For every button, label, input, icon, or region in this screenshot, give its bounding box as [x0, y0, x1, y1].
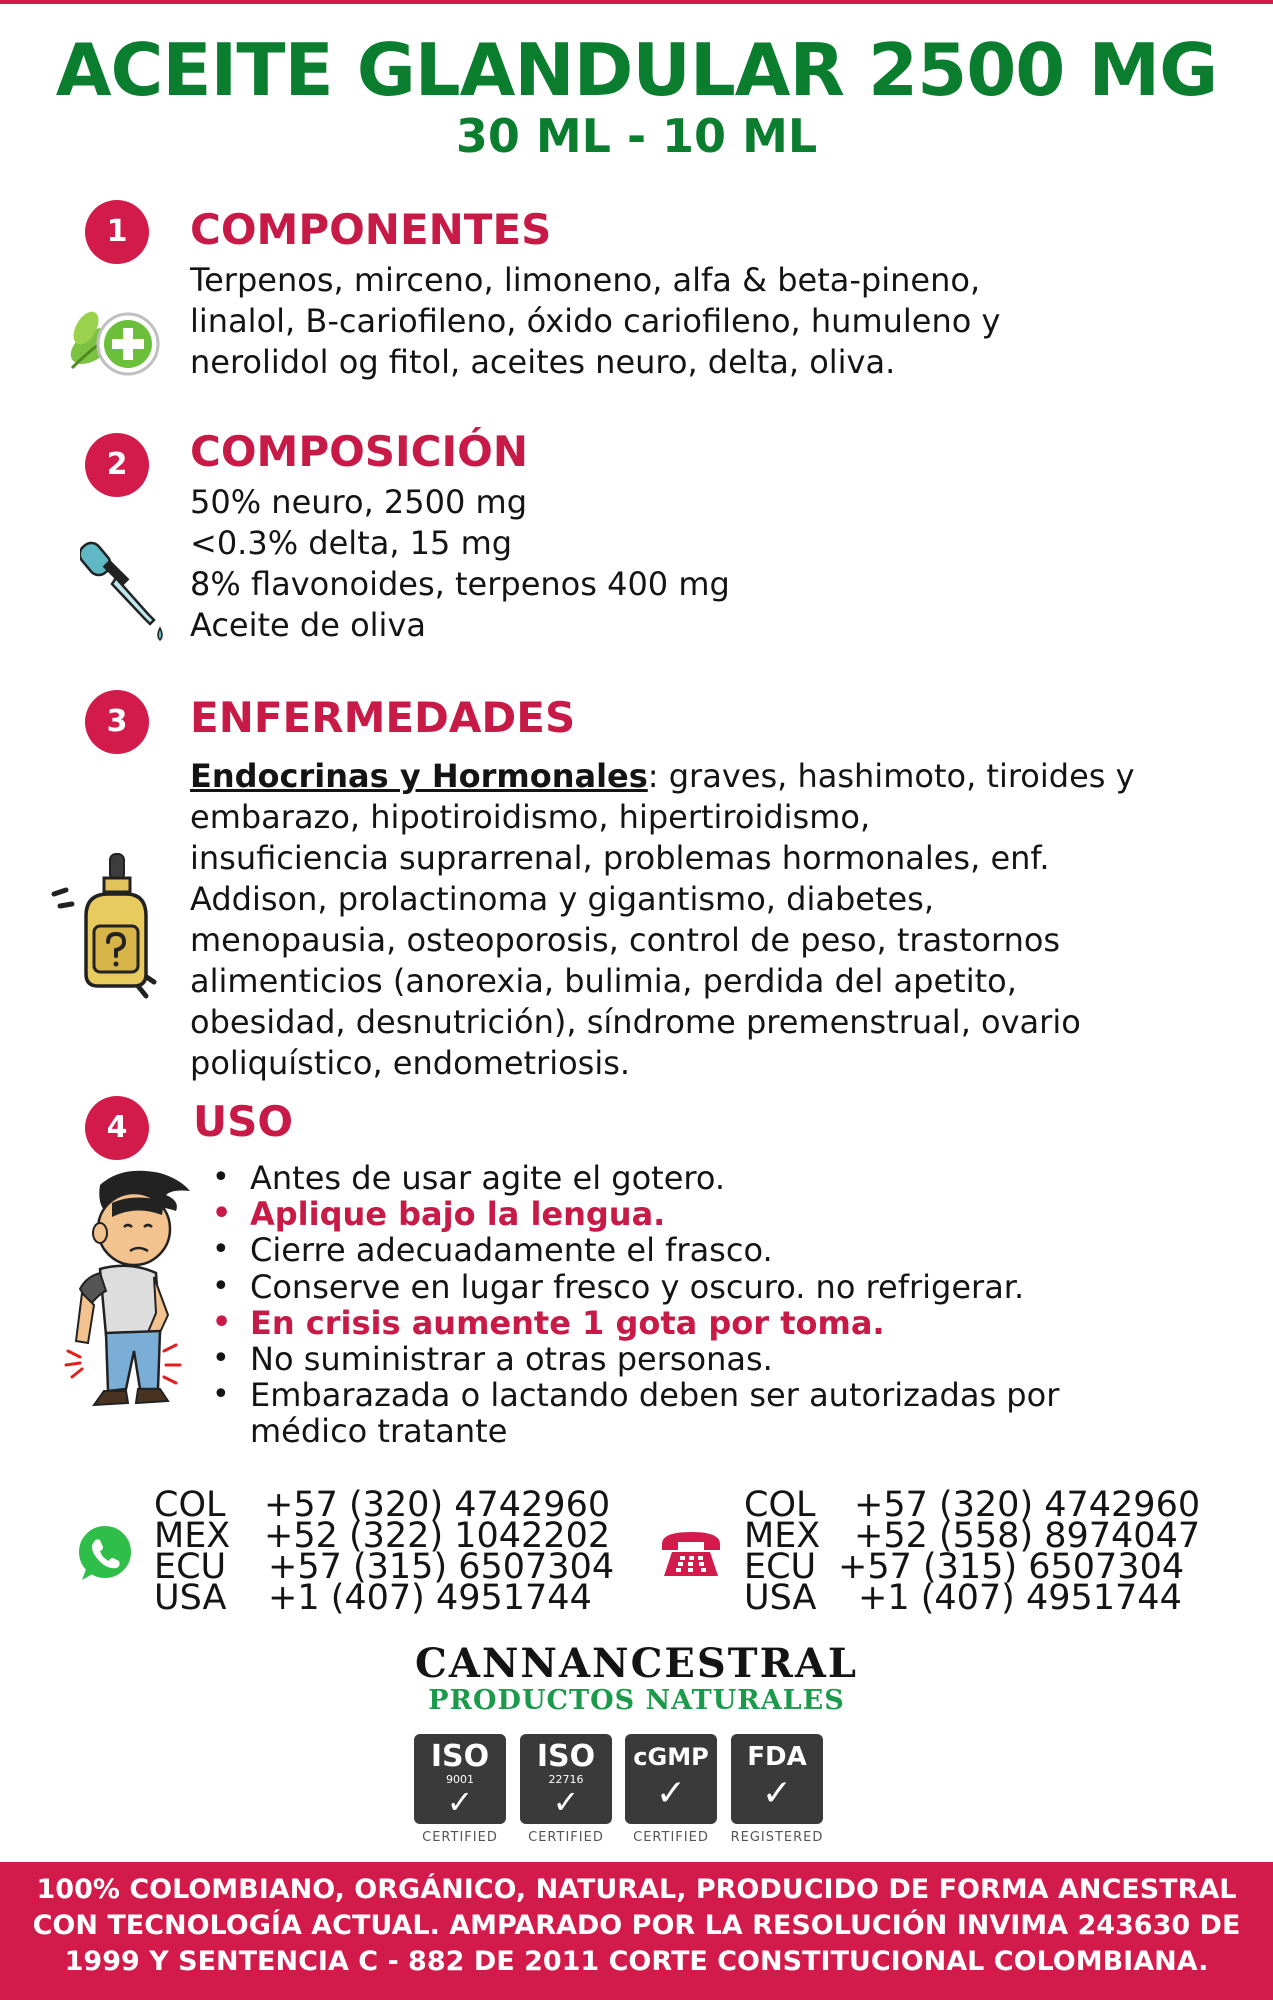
- brand-name: CANNANCESTRAL: [415, 1640, 858, 1687]
- uso-item-text: Conserve en lugar fresco y oscuro. no refrigerar.: [250, 1267, 1025, 1306]
- uso-item-continued: [200, 1413, 1059, 1449]
- phone-number[interactable]: +52 (322) 1042202: [264, 1516, 611, 1556]
- section-2-line: Aceite de oliva: [190, 606, 426, 644]
- footer-line: 100% COLOMBIANO, ORGÁNICO, NATURAL, PRODUCIDO DE FORMA ANCESTRAL: [36, 1874, 1237, 1905]
- uso-item: [200, 1341, 1059, 1377]
- section-1-body: [190, 260, 1000, 383]
- uso-item-text: Antes de usar agite el gotero.: [250, 1159, 726, 1197]
- section-4-number: 4: [85, 1096, 149, 1160]
- page-title: ACEITE GLANDULAR 2500 MG: [55, 28, 1218, 112]
- section-1-line: linalol, B-cariofileno, óxido cariofileno, humuleno y: [190, 302, 1001, 340]
- section-3-title: ENFERMEDADES: [190, 693, 576, 742]
- section-3-lead-line: [190, 756, 1135, 797]
- section-1-line: nerolidol og fitol, aceites neuro, delta, oliva.: [190, 343, 896, 381]
- leaf-plus-icon: [62, 298, 166, 382]
- section-2-number: 2: [85, 433, 149, 497]
- section-1-line: Terpenos, mirceno, limoneno, alfa & beta-pineno,: [190, 261, 981, 299]
- country-code: ECU: [154, 1547, 227, 1587]
- phone-number[interactable]: +57 (315) 6507304: [268, 1547, 615, 1587]
- bullet: •: [212, 1268, 230, 1304]
- section-3-line: obesidad, desnutrición), síndrome premenstrual, ovario: [190, 1003, 1081, 1041]
- phone-number[interactable]: +57 (315) 6507304: [838, 1547, 1185, 1587]
- dropper-icon: [80, 538, 170, 643]
- cert-mark: ISO: [536, 1739, 596, 1774]
- checkmark-icon: ✓: [761, 1773, 793, 1814]
- country-code: COL: [154, 1485, 226, 1525]
- section-1-title: COMPONENTES: [190, 205, 552, 254]
- fda-badge: [731, 1734, 823, 1824]
- bullet: •: [212, 1377, 230, 1413]
- man-knee-pain-icon: [30, 1165, 200, 1410]
- uso-item-highlight: [200, 1196, 1059, 1232]
- telephone-icon: [658, 1528, 724, 1582]
- contact-row: [154, 1578, 634, 1618]
- section-1-number: 1: [85, 200, 149, 264]
- phone-number[interactable]: +1 (407) 4951744: [268, 1578, 592, 1618]
- country-code: MEX: [744, 1516, 821, 1556]
- phone-number[interactable]: +57 (320) 4742960: [264, 1485, 611, 1525]
- uso-item: [200, 1160, 1059, 1196]
- section-3-line: poliquístico, endometriosis.: [190, 1044, 631, 1082]
- section-3-line: alimenticios (anorexia, bulimia, perdida del apetito,: [190, 962, 1017, 1000]
- top-rule: [0, 0, 1273, 4]
- legal-footer: [0, 1862, 1273, 2000]
- country-code: USA: [744, 1578, 817, 1618]
- section-3-lead-rest: : graves, hashimoto, tiroides y: [647, 757, 1135, 795]
- uso-item: [200, 1232, 1059, 1268]
- cert-label: CERTIFIED: [422, 1830, 498, 1845]
- section-3-line: embarazo, hipotiroidismo, hipertiroidismo,: [190, 798, 871, 836]
- uso-item-text: No suministrar a otras personas.: [250, 1340, 773, 1379]
- section-2-line: 8% flavonoides, terpenos 400 mg: [190, 565, 730, 603]
- uso-item-text: médico tratante: [250, 1412, 508, 1451]
- country-code: USA: [154, 1578, 227, 1618]
- uso-item: [200, 1269, 1059, 1305]
- country-code: ECU: [744, 1547, 817, 1587]
- section-2-line: <0.3% delta, 15 mg: [190, 524, 513, 562]
- iso-22716-badge: [520, 1734, 612, 1824]
- checkmark-icon: ✓: [655, 1773, 687, 1814]
- contact-row: [744, 1578, 1224, 1618]
- cert-label: CERTIFIED: [633, 1830, 709, 1845]
- whatsapp-contacts: [154, 1485, 634, 1618]
- cert-label: REGISTERED: [730, 1830, 824, 1845]
- bullet: •: [212, 1341, 230, 1377]
- bullet: •: [212, 1160, 230, 1195]
- cert-mark: FDA: [747, 1742, 807, 1772]
- whatsapp-icon: [72, 1520, 138, 1586]
- uso-item-highlight: [200, 1305, 1059, 1341]
- uso-item-text: Embarazada o lactando deben ser autorizadas por: [250, 1376, 1060, 1415]
- bullet: •: [212, 1304, 232, 1340]
- section-3-number: 3: [85, 690, 149, 754]
- bullet: •: [212, 1232, 230, 1268]
- section-2-line: 50% neuro, 2500 mg: [190, 483, 528, 521]
- uso-list: [200, 1160, 1059, 1450]
- cert-mark: cGMP: [633, 1743, 709, 1771]
- section-3-body: [190, 756, 1135, 1084]
- phone-contacts: [744, 1485, 1224, 1618]
- cert-sub: 9001: [446, 1773, 474, 1786]
- section-3-line: insuficiencia suprarrenal, problemas hormonales, enf.: [190, 839, 1050, 877]
- cgmp-badge: [625, 1734, 717, 1824]
- phone-number[interactable]: +1 (407) 4951744: [858, 1578, 1182, 1618]
- cert-sub: 22716: [548, 1773, 584, 1786]
- uso-item: [200, 1377, 1059, 1413]
- uso-item-text: En crisis aumente 1 gota por toma.: [250, 1303, 885, 1342]
- country-code: COL: [744, 1485, 816, 1525]
- phone-number[interactable]: +52 (558) 8974047: [854, 1516, 1201, 1556]
- section-3-line: menopausia, osteoporosis, control de peso, trastornos: [190, 921, 1061, 959]
- bullet: •: [212, 1196, 232, 1232]
- uso-item-text: Aplique bajo la lengua.: [250, 1195, 666, 1234]
- section-3-line: Addison, prolactinoma y gigantismo, diabetes,: [190, 880, 935, 918]
- country-code: MEX: [154, 1516, 231, 1556]
- brand-tagline: PRODUCTOS NATURALES: [428, 1685, 845, 1716]
- section-2-body: [190, 482, 730, 646]
- iso-9001-badge: [414, 1734, 506, 1824]
- footer-line: 1999 Y SENTENCIA C - 882 DE 2011 CORTE CONSTITUCIONAL COLOMBIANA.: [64, 1946, 1209, 1977]
- phone-number[interactable]: +57 (320) 4742960: [854, 1485, 1201, 1525]
- section-4-title: USO: [193, 1097, 294, 1146]
- checkmark-icon: ✓: [552, 1783, 580, 1821]
- page-subtitle: 30 ML - 10 ML: [455, 109, 818, 163]
- section-2-title: COMPOSICIÓN: [190, 427, 528, 476]
- uso-item-text: Cierre adecuadamente el frasco.: [250, 1231, 773, 1270]
- question-bottle-icon: [50, 850, 168, 1000]
- cert-mark: ISO: [430, 1739, 490, 1774]
- cert-label: CERTIFIED: [528, 1830, 604, 1845]
- section-3-lead: Endocrinas y Hormonales: [190, 757, 648, 795]
- checkmark-icon: ✓: [446, 1783, 474, 1821]
- footer-line: CON TECNOLOGÍA ACTUAL. AMPARADO POR LA RESOLUCIÓN INVIMA 243630 DE: [32, 1910, 1241, 1941]
